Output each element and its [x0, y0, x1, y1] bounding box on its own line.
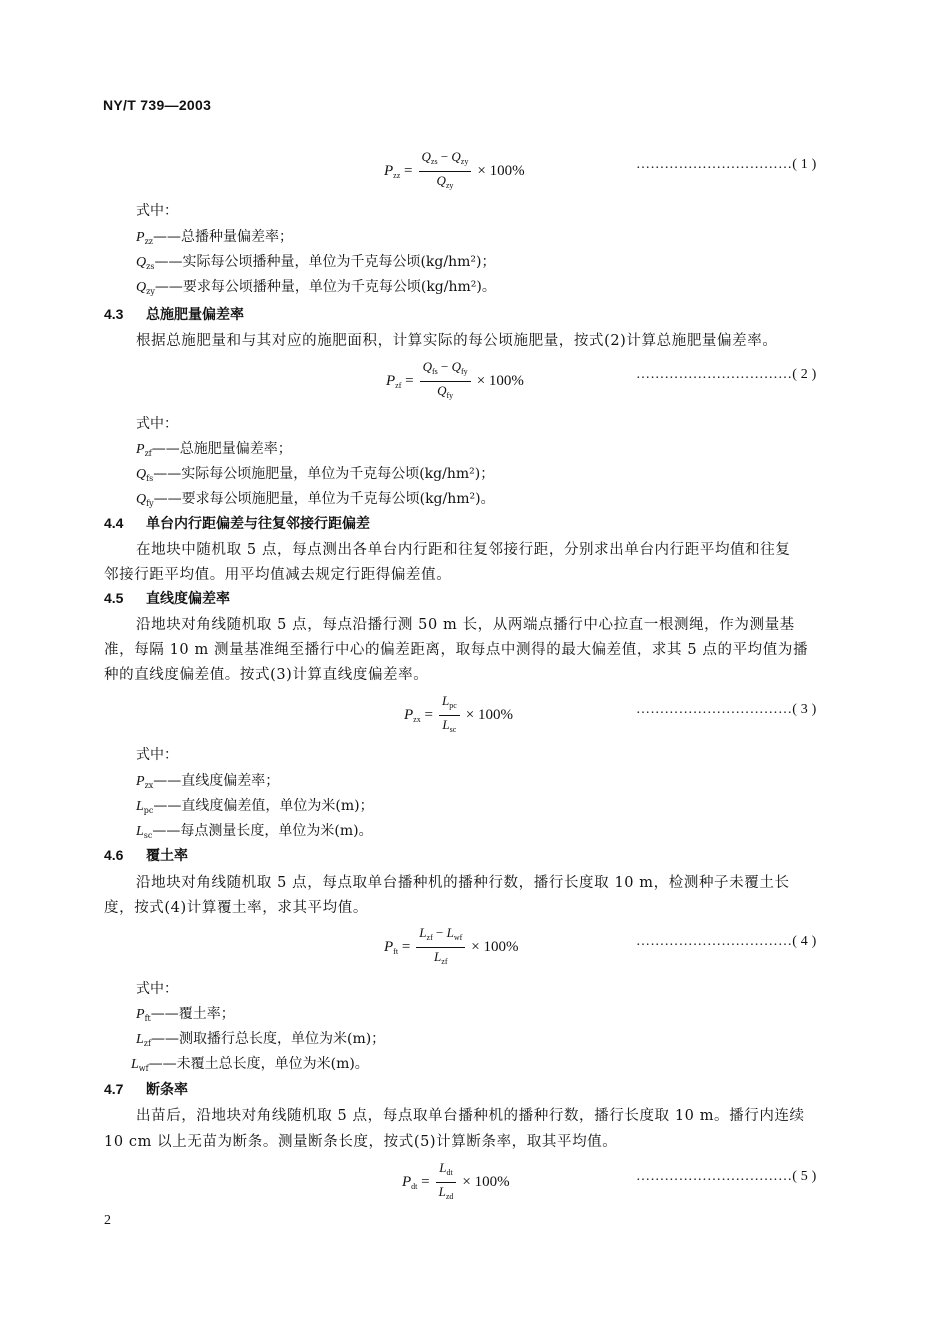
formula-lhs: $P_{dt}$ =	[402, 1174, 430, 1191]
shizhong-label: 式中：	[136, 416, 178, 432]
definition-item: $P_{ft}——$覆土率；	[136, 1006, 235, 1023]
paragraph: 沿地块对角线随机取 5 点，每点沿播行测 50 m 长，从两端点播行中心拉直一根测绳，作为测量基	[136, 617, 795, 633]
paragraph: 准，每隔 10 m 测量基准绳至播行中心的偏差距离，取每点中测得的最大偏差值，求其 5 点的平均值为播	[104, 642, 809, 658]
definition-item: $L_{wf}——$未覆土总长度，单位为米(m)。	[131, 1056, 369, 1073]
paragraph: 沿地块对角线随机取 5 点，每点取单台播种机的播种行数，播行长度取 10 m，检测种子未覆土长	[136, 875, 790, 891]
formula-4	[384, 925, 518, 970]
definition-item: $P_{zx}——$直线度偏差率；	[136, 773, 280, 790]
formula-fraction: $\frac{Q_{fs} - Q_{fy}}{Q_{fy}}$	[420, 359, 471, 404]
section-heading-4-5: 4.5 直线度偏差率	[104, 590, 230, 606]
formula-percent: × 100%	[477, 163, 525, 179]
formula-percent: × 100%	[462, 1174, 510, 1190]
definition-item: $Q_{zs}——$实际每公顷播种量，单位为千克每公顷(kg/hm²)；	[136, 254, 496, 271]
section-heading-4-3: 4.3 总施肥量偏差率	[104, 306, 244, 322]
definition-item: $Q_{fy}——$要求每公顷施肥量，单位为千克每公顷(kg/hm²)。	[136, 491, 495, 508]
shizhong-label: 式中：	[136, 203, 178, 219]
definition-item: $P_{zf}——$总施肥量偏差率；	[136, 441, 292, 458]
formula-percent: × 100%	[476, 373, 524, 389]
section-heading-4-7: 4.7 断条率	[104, 1081, 188, 1097]
formula-fraction: $\frac{L_{zf} - L_{wf}}{L_{zf}}$	[416, 925, 465, 970]
definition-item: $L_{sc}——$每点测量长度，单位为米(m)。	[136, 823, 373, 840]
section-heading-4-4: 4.4 单台内行距偏差与往复邻接行距偏差	[104, 515, 370, 531]
formula-5	[402, 1160, 510, 1205]
equation-number-4: ……………………………( 4 )	[636, 934, 817, 949]
formula-lhs: $P_{zf}$ =	[386, 373, 414, 390]
formula-lhs: $P_{zz}$ =	[384, 163, 413, 180]
definition-item: $P_{zz}——$总播种量偏差率；	[136, 229, 293, 246]
shizhong-label: 式中：	[136, 747, 178, 763]
page-number: 2	[104, 1213, 111, 1228]
formula-3	[404, 693, 513, 738]
definition-item: $Q_{fs}——$实际每公顷施肥量，单位为千克每公顷(kg/hm²)；	[136, 466, 495, 483]
paragraph: 出苗后，沿地块对角线随机取 5 点，每点取单台播种机的播种行数，播行长度取 10 m。播行内连续	[136, 1108, 805, 1124]
section-heading-4-6: 4.6 覆土率	[104, 847, 188, 863]
formula-percent: × 100%	[471, 939, 519, 955]
formula-fraction: $\frac{L_{pc}}{L_{sc}}$	[439, 693, 460, 738]
formula-percent: × 100%	[465, 707, 513, 723]
definition-item: $Q_{zy}——$要求每公顷播种量，单位为千克每公顷(kg/hm²)。	[136, 279, 496, 296]
formula-fraction: $\frac{Q_{zs} - Q_{zy}}{Q_{zy}}$	[419, 149, 472, 194]
paragraph: 邻接行距平均值。用平均值减去规定行距得偏差值。	[104, 567, 452, 583]
definition-item: $L_{pc}——$直线度偏差值，单位为米(m)；	[136, 798, 374, 815]
document-code-header: NY/T 739—2003	[103, 97, 212, 113]
equation-number-3: ……………………………( 3 )	[636, 702, 817, 717]
paragraph: 种的直线度偏差值。按式(3)计算直线度偏差率。	[104, 667, 429, 683]
shizhong-label: 式中：	[136, 981, 178, 997]
equation-number-5: ……………………………( 5 )	[636, 1169, 817, 1184]
paragraph: 10 cm 以上无苗为断条。测量断条长度，按式(5)计算断条率，取其平均值。	[104, 1134, 618, 1150]
formula-1	[384, 149, 525, 194]
paragraph: 在地块中随机取 5 点，每点测出各单台内行距和往复邻接行距，分别求出单台内行距平均值和往复	[136, 542, 791, 558]
equation-number-1: ……………………………( 1 )	[636, 157, 817, 172]
formula-lhs: $P_{zx}$ =	[404, 707, 433, 724]
formula-2	[386, 359, 524, 404]
formula-lhs: $P_{ft}$ =	[384, 939, 411, 956]
definition-item: $L_{zf}——$测取播行总长度，单位为米(m)；	[136, 1031, 386, 1048]
paragraph: 根据总施肥量和与其对应的施肥面积，计算实际的每公顷施肥量，按式(2)计算总施肥量偏差率。	[136, 333, 778, 349]
formula-fraction: $\frac{L_{dt}}{L_{zd}}$	[436, 1160, 457, 1205]
paragraph: 度，按式(4)计算覆土率，求其平均值。	[104, 900, 368, 916]
equation-number-2: ……………………………( 2 )	[636, 367, 817, 382]
